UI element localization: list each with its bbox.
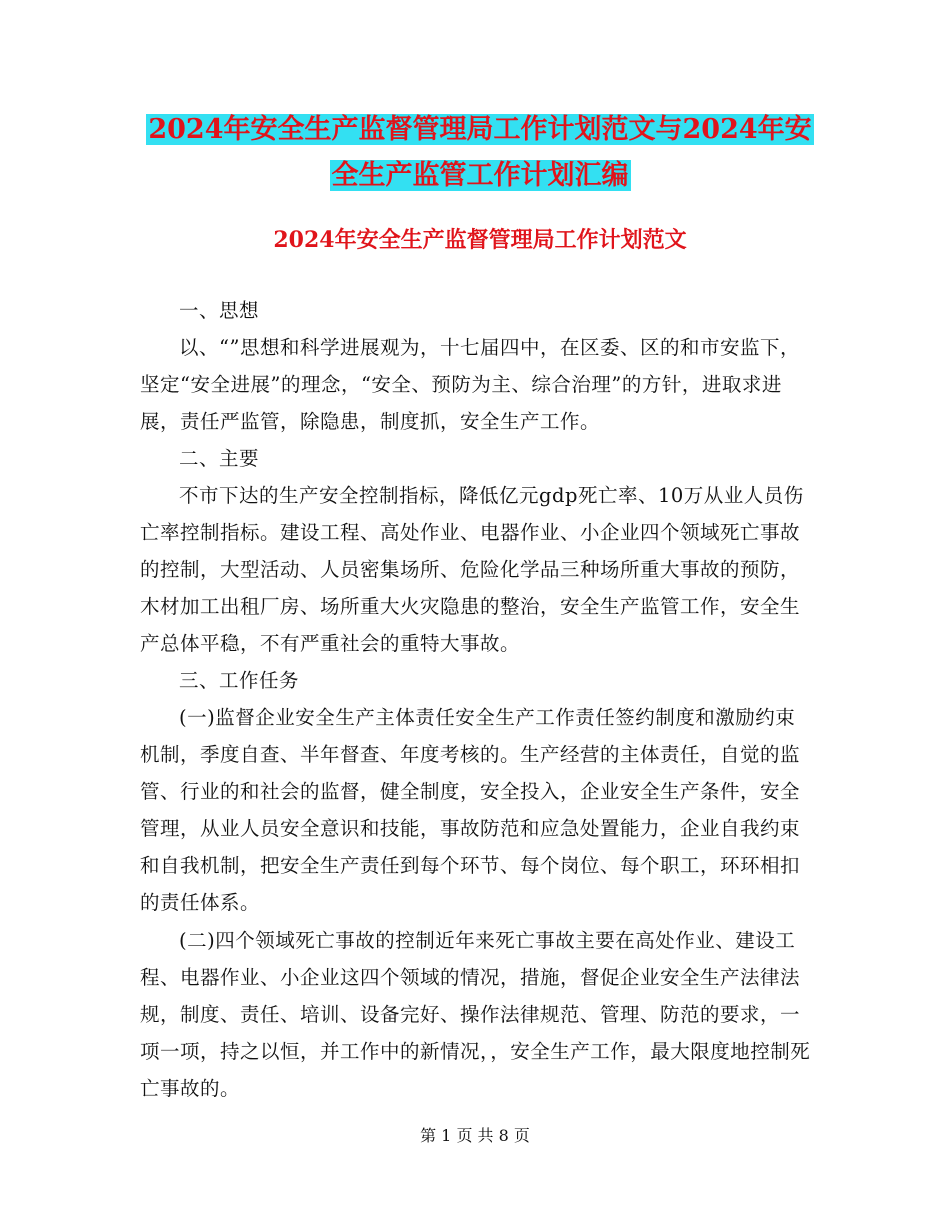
title-highlight: 全生产监管工作计划汇编	[331, 160, 629, 191]
heading-tasks: 三、工作任务	[179, 669, 300, 692]
title-highlight: 2024年安全生产监督管理局工作计划范文与2024年安	[148, 114, 812, 145]
paragraph-task-2: (二)四个领域死亡事故的控制近年来死亡事故主要在高处作业、建设工程、电器作业、小企业这四个领域的情况，措施，督促企业安全生产法律法规，制度、责任、培训、设备完好、操作法律规范、管理、防范的要求，一项一项，持之以恒，并工作中的新情况，，安全生产工作，最大限度地控制死亡事故的。	[140, 929, 811, 1100]
heading-thought: 一、思想	[179, 299, 260, 322]
document-title-line-1	[140, 108, 820, 152]
page-footer: 第 1 页 共 8 页	[420, 1126, 530, 1145]
document-title-line-2	[140, 154, 820, 198]
paragraph-thought: 以、“”思想和科学进展观为，十七届四中，在区委、区的和市安监下，坚定“安全进展”的理念，“安全、预防为主、综合治理”的方针，进取求进展，责任严监管，除隐患，制度抓，安全生产工作。	[140, 336, 800, 433]
section-subtitle: 2024年安全生产监督管理局工作计划范文	[273, 227, 687, 253]
heading-main: 二、主要	[179, 447, 260, 470]
paragraph-main: 不市下达的生产安全控制指标，降低亿元gdp死亡率、10万从业人员伤亡率控制指标。建设工程、高处作业、电器作业、小企业四个领域死亡事故的控制，大型活动、人员密集场所、危险化学品三种场所重大事故的预防，木材加工出租厂房、场所重大火灾隐患的整治，安全生产监管工作，安全生产总体平稳，不有严重社会的重特大事故。	[140, 484, 804, 655]
paragraph-task-1: (一)监督企业安全生产主体责任安全生产工作责任签约制度和激励约束机制，季度自查、半年督查、年度考核的。生产经营的主体责任，自觉的监管、行业的和社会的监督，健全制度，安全投入，企业安全生产条件，安全管理，从业人员安全意识和技能，事故防范和应急处置能力，企业自我约束和自我机制，把安全生产责任到每个环节、每个岗位、每个职工，环环相扣的责任体系。	[140, 706, 801, 914]
